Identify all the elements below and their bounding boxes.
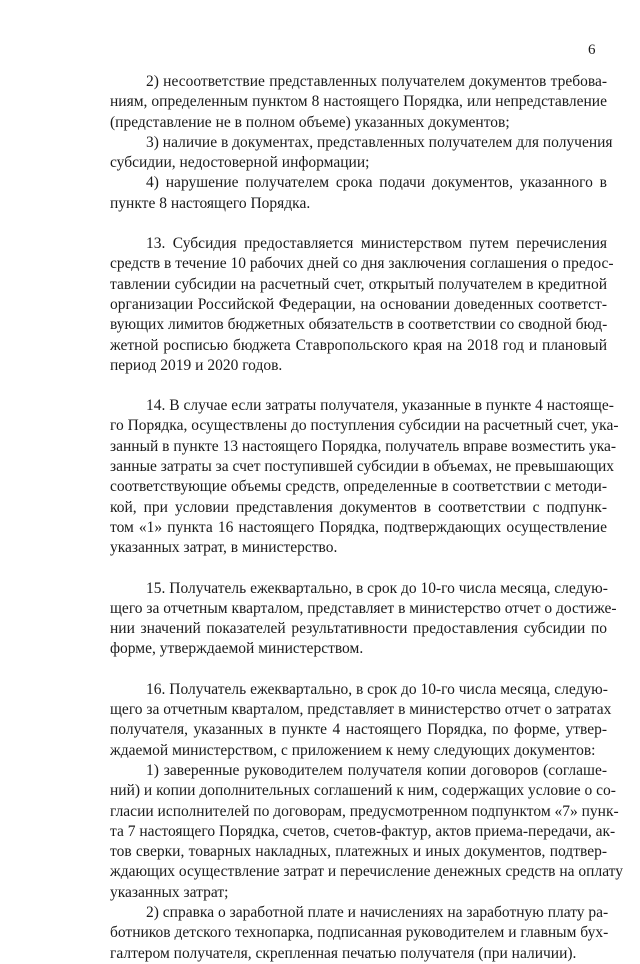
text-line: гласии исполнителей по договорам, предусмотренном подпунктом «7» пунк- <box>110 802 619 820</box>
text-line: 3) наличие в документах, представленных получателем для получения <box>146 133 613 151</box>
text-line: нии значений показателей результативности предоставления субсидии по <box>110 620 607 638</box>
text-line: средств в течение 10 рабочих дней со дня заключения соглашения о предос- <box>110 255 614 273</box>
text-line: щего за отчетным кварталом, представляет в министерство отчет о затратах <box>110 701 612 719</box>
text-line: ждаемой министерством, с приложением к нему следующих документов: <box>110 741 596 759</box>
paragraph-12-item-3 <box>110 133 613 174</box>
text-line: ниям, определенным пунктом 8 настоящего Порядка, или непредставление <box>110 93 607 111</box>
paragraph-15 <box>110 579 617 660</box>
text-line: пункте 8 настоящего Порядка. <box>110 194 311 212</box>
text-line: 16. Получатель ежеквартально, в срок до 10-го числа месяца, следую- <box>146 680 608 698</box>
text-line: соответствующие объемы средств, определенные в соответствии с методи- <box>110 478 607 496</box>
text-line: галтером получателя, скрепленная печатью получателя (при наличии). <box>110 944 577 962</box>
text-line: го Порядка, осуществлены до поступления субсидии на расчетный счет, ука- <box>110 417 619 435</box>
text-line: 1) заверенные руководителем получателя копии договоров (соглаше- <box>146 761 607 779</box>
text-line: указанных затрат, в министерство. <box>110 539 338 557</box>
text-line: 2) справка о заработной плате и начислениях на заработную плату ра- <box>146 903 609 921</box>
text-line: указанных затрат; <box>110 883 229 901</box>
text-line: (представление не в полном объеме) указанных документов; <box>110 113 510 131</box>
text-line: организации Российской Федерации, на основании доведенных соответст- <box>110 295 607 313</box>
text-line: 15. Получатель ежеквартально, в срок до 10-го числа месяца, следую- <box>146 579 608 597</box>
text-line: занные затраты за счет поступившей субсидии в объемах, не превышающих <box>110 458 615 476</box>
text-line: жетной росписью бюджета Ставропольского края на 2018 год и плановый <box>110 336 607 354</box>
text-line: кой, при условии представления документов в соответствии с подпунк- <box>110 498 607 516</box>
paragraph-16-item-1 <box>110 761 624 903</box>
text-line: субсидии, недостоверной информации; <box>110 154 370 172</box>
text-line: вующих лимитов бюджетных обязательств в соответствии со сводной бюд- <box>110 316 608 334</box>
paragraph-12-item-4 <box>110 173 607 214</box>
paragraph-12-item-2 <box>110 72 607 133</box>
text-line: ний) и копии дополнительных соглашений к ним, содержащих условие о со- <box>110 782 616 800</box>
paragraph-14 <box>110 396 619 558</box>
text-line: щего за отчетным кварталом, представляет в министерство отчет о достиже- <box>110 599 617 617</box>
text-line: 4) нарушение получателем срока подачи документов, указанного в <box>146 174 607 192</box>
page-number: 6 <box>588 42 596 58</box>
text-line: 14. В случае если затраты получателя, указанные в пункте 4 настояще- <box>146 397 614 415</box>
text-line: ботников детского технопарка, подписанная руководителем и главным бух- <box>110 924 609 942</box>
text-line: том «1» пункта 16 настоящего Порядка, подтверждающих осуществление <box>110 518 607 536</box>
paragraph-13 <box>110 234 614 376</box>
text-line: тов сверки, товарных накладных, платежных и иных документов, подтвер- <box>110 843 607 861</box>
text-line: та 7 настоящего Порядка, счетов, счетов-фактур, актов приема-передачи, ак- <box>110 822 616 840</box>
text-line: период 2019 и 2020 годов. <box>110 356 283 374</box>
text-line: получателя, указанных в пункте 4 настоящего Порядка, по форме, утвер- <box>110 721 607 739</box>
paragraph-16 <box>110 680 612 761</box>
text-line: 13. Субсидия предоставляется министерством путем перечисления <box>146 235 607 253</box>
text-line: 2) несоответствие представленных получателем документов требова- <box>146 73 607 90</box>
text-line: тавлении субсидии на расчетный счет, открытый получателем в кредитной <box>110 275 607 293</box>
text-line: ждающих осуществление затрат и перечисление денежных средств на оплату <box>110 863 624 881</box>
text-line: форме, утверждаемой министерством. <box>110 640 364 658</box>
paragraph-16-item-2 <box>110 903 607 964</box>
text-line: занный в пункте 13 настоящего Порядка, получатель вправе возместить ука- <box>110 437 617 455</box>
document-body <box>110 72 624 964</box>
